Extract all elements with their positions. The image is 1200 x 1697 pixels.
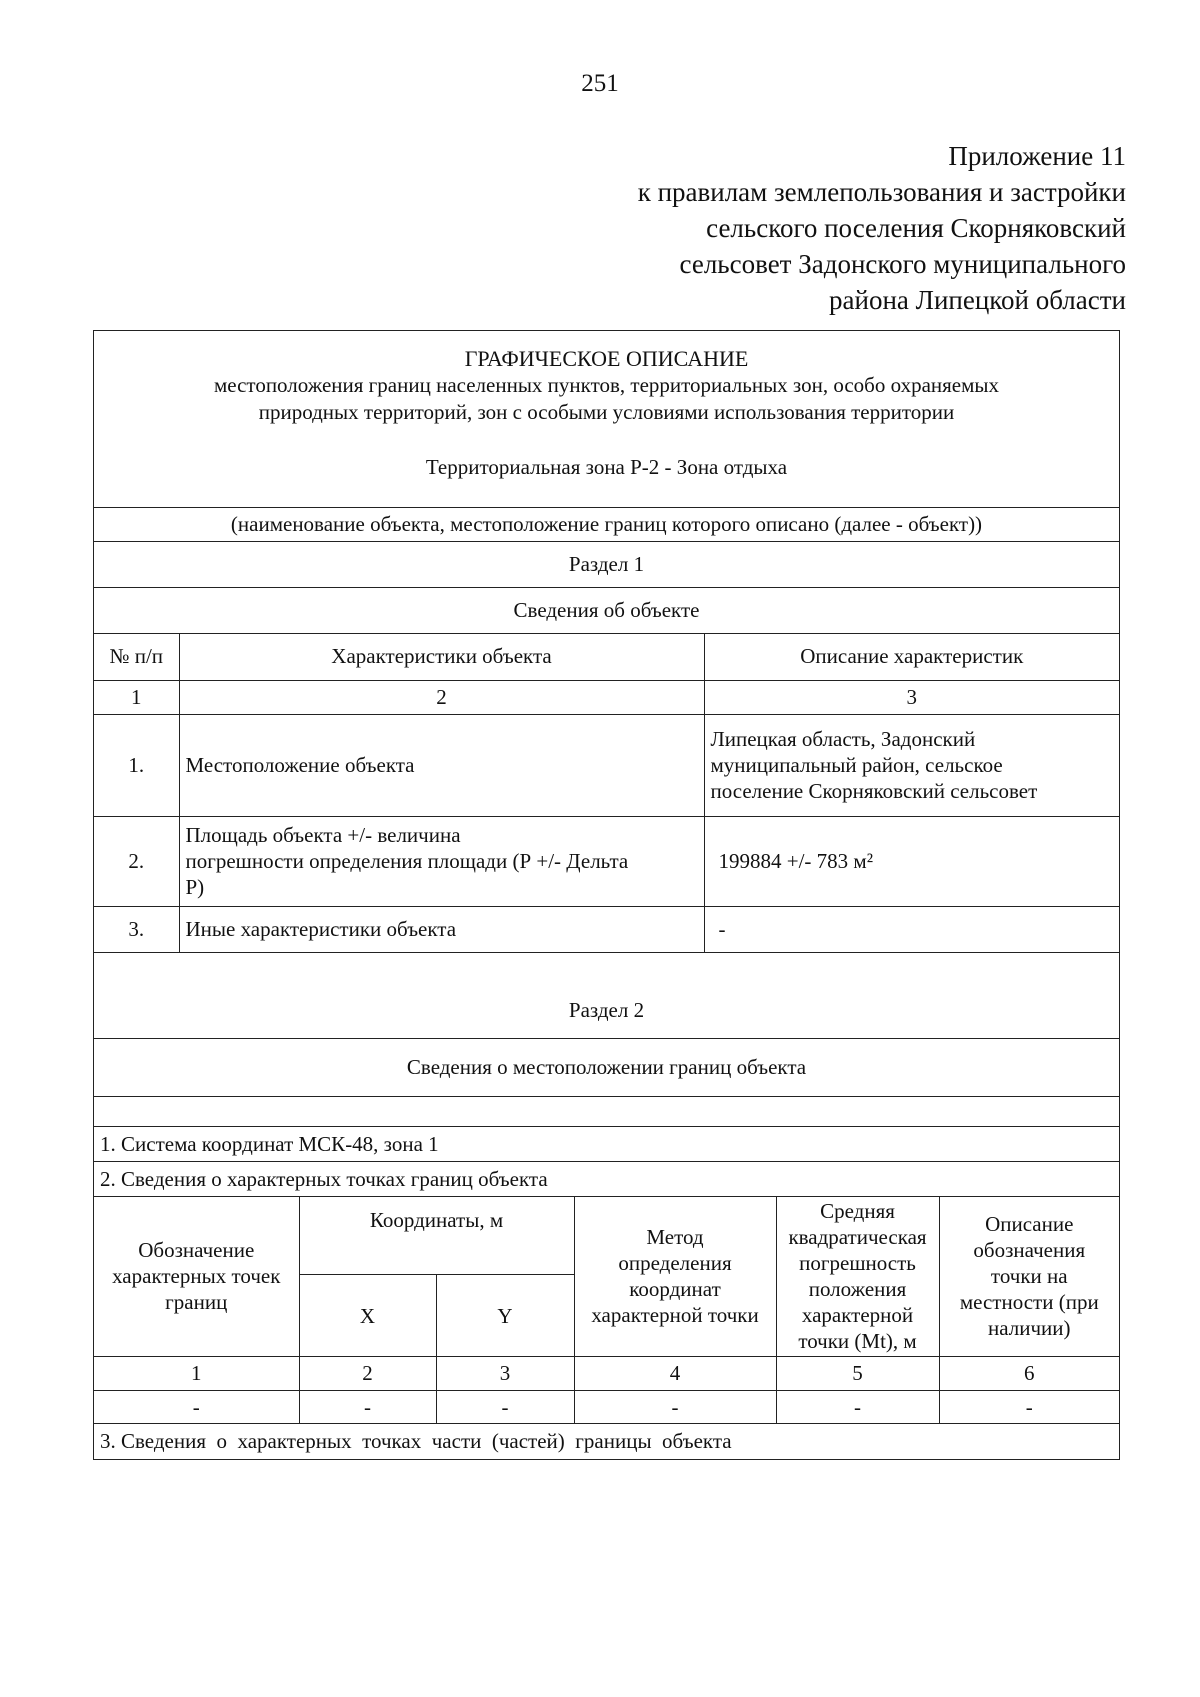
header-line: местности (при bbox=[959, 1290, 1099, 1315]
header-line: координат bbox=[629, 1277, 721, 1302]
characteristic-line: погрешности определения площади (Р +/- Дельта bbox=[185, 849, 629, 873]
x-header: X bbox=[299, 1275, 436, 1357]
section1-subtitle: Сведения об объекте bbox=[94, 588, 1119, 634]
row-number: 1. bbox=[94, 714, 179, 816]
characteristic-cell bbox=[179, 816, 704, 906]
characteristic-cell: Местоположение объекта bbox=[179, 714, 704, 816]
object-name-caption: (наименование объекта, местоположение границ которого описано (далее - объект)) bbox=[94, 508, 1119, 542]
page-number: 251 bbox=[581, 70, 619, 97]
column-number: 3 bbox=[436, 1357, 574, 1391]
table-cell: - bbox=[939, 1391, 1119, 1424]
appendix-note bbox=[638, 138, 1126, 318]
form-header bbox=[94, 331, 1119, 508]
description-cell: 199884 +/- 783 м² bbox=[704, 816, 1119, 906]
column-number: 2 bbox=[299, 1357, 436, 1391]
object-info-table bbox=[94, 634, 1119, 953]
table-cell: - bbox=[299, 1391, 436, 1424]
row-number: 3. bbox=[94, 906, 179, 952]
form-subtitle-line: природных территорий, зон с особыми условиями использования территории bbox=[258, 400, 955, 424]
table-row bbox=[94, 906, 1119, 952]
column-number: 6 bbox=[939, 1357, 1119, 1391]
header-line: наличии) bbox=[988, 1316, 1071, 1341]
points-header bbox=[94, 1197, 299, 1357]
form-subtitle-line: местоположения границ населенных пунктов, территориальных зон, особо охраняемых bbox=[213, 373, 1000, 397]
boundary-points-table bbox=[94, 1197, 1119, 1425]
table-row bbox=[94, 1391, 1119, 1424]
description-cell: - bbox=[704, 906, 1119, 952]
header-line: Метод bbox=[646, 1225, 704, 1250]
description-line: поселение Скорняковский сельсовет bbox=[710, 779, 1038, 803]
column-number: 1 bbox=[94, 680, 179, 714]
points-heading: 2. Сведения о характерных точках границ объекта bbox=[94, 1162, 1119, 1197]
column-number: 5 bbox=[776, 1357, 939, 1391]
appendix-line: к правилам землепользования и застройки bbox=[637, 177, 1126, 207]
characteristic-cell: Иные характеристики объекта bbox=[179, 906, 704, 952]
section1-title: Раздел 1 bbox=[94, 542, 1119, 588]
header-line: Описание bbox=[985, 1212, 1074, 1237]
table-cell: - bbox=[436, 1391, 574, 1424]
coordinate-system: 1. Система координат МСК-48, зона 1 bbox=[94, 1127, 1119, 1162]
header-line: Обозначение bbox=[138, 1238, 255, 1263]
header-line: Средняя bbox=[820, 1199, 895, 1224]
header-line: характерных точек bbox=[112, 1264, 281, 1289]
form-title: ГРАФИЧЕСКОЕ ОПИСАНИЕ bbox=[464, 346, 749, 371]
spacer-row bbox=[94, 1097, 1119, 1127]
description-line: Липецкая область, Задонский bbox=[710, 727, 976, 751]
header-line: обозначения bbox=[973, 1238, 1086, 1263]
description-cell bbox=[704, 714, 1119, 816]
column-number: 1 bbox=[94, 1357, 299, 1391]
method-header bbox=[574, 1197, 776, 1357]
location-description-header bbox=[939, 1197, 1119, 1357]
section2-subtitle: Сведения о местоположении границ объекта bbox=[94, 1039, 1119, 1097]
column-header: Характеристики объекта bbox=[179, 634, 704, 680]
column-number: 4 bbox=[574, 1357, 776, 1391]
section2-title: Раздел 2 bbox=[94, 953, 1119, 1039]
header-line: точки на bbox=[990, 1264, 1068, 1289]
y-header: Y bbox=[436, 1275, 574, 1357]
characteristic-line: Площадь объекта +/- величина bbox=[185, 823, 461, 847]
header-line: квадратическая bbox=[788, 1225, 927, 1250]
column-number: 3 bbox=[704, 680, 1119, 714]
error-header bbox=[776, 1197, 939, 1357]
table-cell: - bbox=[776, 1391, 939, 1424]
header-line: границ bbox=[165, 1290, 228, 1315]
appendix-line: района Липецкой области bbox=[829, 285, 1126, 315]
column-header: № п/п bbox=[94, 634, 179, 680]
zone-name: Территориальная зона Р-2 - Зона отдыха bbox=[425, 455, 788, 479]
row-number: 2. bbox=[94, 816, 179, 906]
table-cell: - bbox=[574, 1391, 776, 1424]
header-line: определения bbox=[618, 1251, 732, 1276]
table-row bbox=[94, 714, 1119, 816]
column-header: Описание характеристик bbox=[704, 634, 1119, 680]
description-line: муниципальный район, сельское bbox=[710, 753, 1003, 777]
coordinates-header: Координаты, м bbox=[299, 1197, 574, 1275]
column-number: 2 bbox=[179, 680, 704, 714]
appendix-line: сельсовет Задонского муниципального bbox=[679, 249, 1126, 279]
header-line: точки (Mt), м bbox=[798, 1329, 917, 1354]
header-line: погрешность bbox=[799, 1251, 916, 1276]
table-cell: - bbox=[94, 1391, 299, 1424]
graphic-description-form bbox=[93, 330, 1120, 1460]
header-line: характерной точки bbox=[591, 1303, 759, 1328]
table-row bbox=[94, 816, 1119, 906]
header-line: положения bbox=[808, 1277, 907, 1302]
parts-heading: 3. Сведения о характерных точках части (частей) границы объекта bbox=[100, 1429, 732, 1453]
appendix-line: Приложение 11 bbox=[948, 141, 1126, 171]
characteristic-line: Р) bbox=[185, 875, 205, 899]
header-line: характерной bbox=[801, 1303, 914, 1328]
appendix-line: сельского поселения Скорняковский bbox=[706, 213, 1126, 243]
